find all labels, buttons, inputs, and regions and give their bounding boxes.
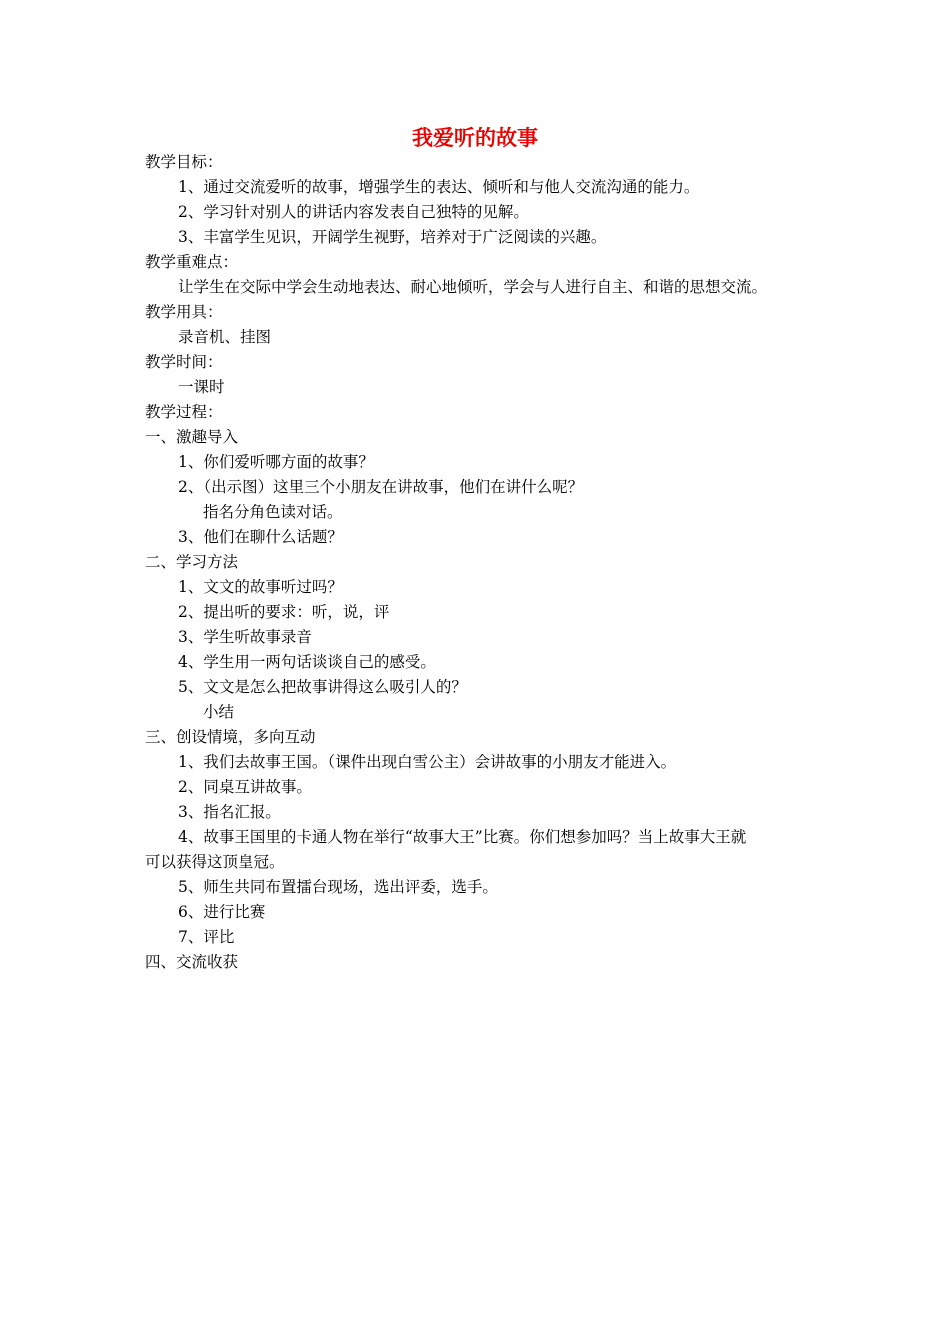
objective-item: 1、通过交流爱听的故事，增强学生的表达、倾听和与他人交流沟通的能力。 [178,178,700,196]
document-title: 我爱听的故事 [412,125,538,150]
process-step: 3、他们在聊什么话题？ [178,528,343,546]
process-step: 5、师生共同布置擂台现场，选出评委，选手。 [178,878,498,896]
process-part-heading: 三、创设情境，多向互动 [145,728,316,746]
process-step: 6、进行比赛 [178,903,266,921]
process-step-note: 指名分角色读对话。 [203,503,343,521]
key-point-text: 让学生在交际中学会生动地表达、耐心地倾听，学会与人进行自主、和谐的思想交流。 [178,278,768,296]
process-step: 3、指名汇报。 [178,803,281,821]
time-text: 一课时 [178,378,225,396]
document-body [145,150,810,975]
process-step-continuation: 可以获得这顶皇冠。 [145,853,285,871]
section-heading-process: 教学过程： [145,403,223,421]
process-step: 1、你们爱听哪方面的故事？ [178,453,374,471]
process-step: 3、学生听故事录音 [178,628,312,646]
process-step: 1、文文的故事听过吗？ [178,578,343,596]
process-step-note: 小结 [203,703,235,721]
materials-text: 录音机、挂图 [178,328,272,346]
process-step: 4、故事王国里的卡通人物在举行“故事大王”比赛。你们想参加吗？当上故事大王就 [178,828,747,846]
section-heading-objectives: 教学目标： [145,153,223,171]
process-part-heading: 四、交流收获 [145,953,239,971]
process-step: 2、提出听的要求：听，说，评 [178,603,390,621]
process-step: 4、学生用一两句话谈谈自己的感受。 [178,653,436,671]
section-heading-key-points: 教学重难点： [145,253,239,271]
process-step: 1、我们去故事王国。（课件出现白雪公主）会讲故事的小朋友才能进入。 [178,753,677,771]
process-step: 2、同桌互讲故事。 [178,778,312,796]
objective-item: 2、学习针对别人的讲话内容发表自己独特的见解。 [178,203,529,221]
process-step: 7、评比 [178,928,235,946]
process-part-heading: 一、激趣导入 [145,428,239,446]
process-step: 2、（出示图）这里三个小朋友在讲故事，他们在讲什么呢？ [178,478,584,496]
section-heading-materials: 教学用具： [145,303,223,321]
objective-item: 3、丰富学生见识，开阔学生视野，培养对于广泛阅读的兴趣。 [178,228,607,246]
section-heading-time: 教学时间： [145,353,223,371]
process-part-heading: 二、学习方法 [145,553,239,571]
process-step: 5、文文是怎么把故事讲得这么吸引人的？ [178,678,467,696]
